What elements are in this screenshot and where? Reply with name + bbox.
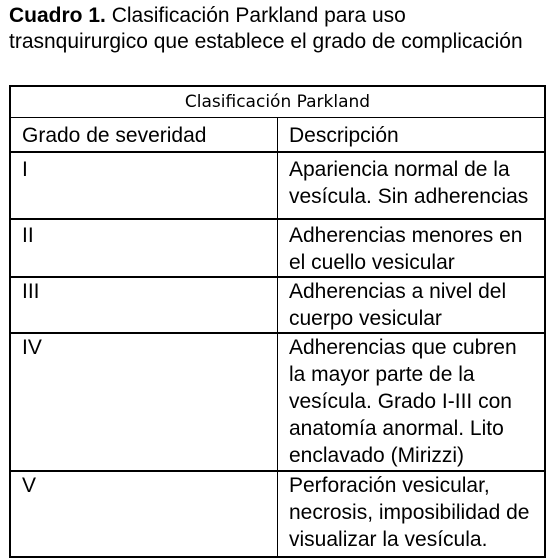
description-cell: Adherencias a nivel del cuerpo vesicular [278,277,546,333]
description-cell: Apariencia normal de la vesícula. Sin adherencias [278,152,546,219]
grade-cell: II [10,219,278,277]
caption-label: Cuadro 1. [9,4,106,27]
table-header-row [10,118,545,153]
description-cell: Perforación vesicular, necrosis, imposibilidad de visualizar la vesícula. [289,474,530,551]
grade-cell: I [10,152,278,219]
table-row [10,333,545,471]
table-row [10,219,545,277]
table-row [10,152,545,219]
table-title: Clasificación Parkland [10,86,545,118]
table-row [10,471,545,557]
grade-cell: III [10,277,278,333]
table-title-row [10,86,545,118]
caption-text: Clasificación Parkland para uso trasnquirurgico que establece el grado de complicación [9,4,523,53]
description-cell: Adherencias que cubren la mayor parte de la vesícula. Grado I-III con anatomía anormal. Lito enclavado (Mirizzi) [278,333,546,471]
parkland-classification-table [9,85,546,558]
header-description: Descripción [278,118,546,153]
grade-cell: IV [10,333,278,471]
table-caption [9,3,549,55]
table-row [10,277,545,333]
header-grade: Grado de severidad [10,118,278,153]
grade-cell: V [10,471,278,557]
description-cell: Adherencias menores en el cuello vesicular [278,219,546,277]
